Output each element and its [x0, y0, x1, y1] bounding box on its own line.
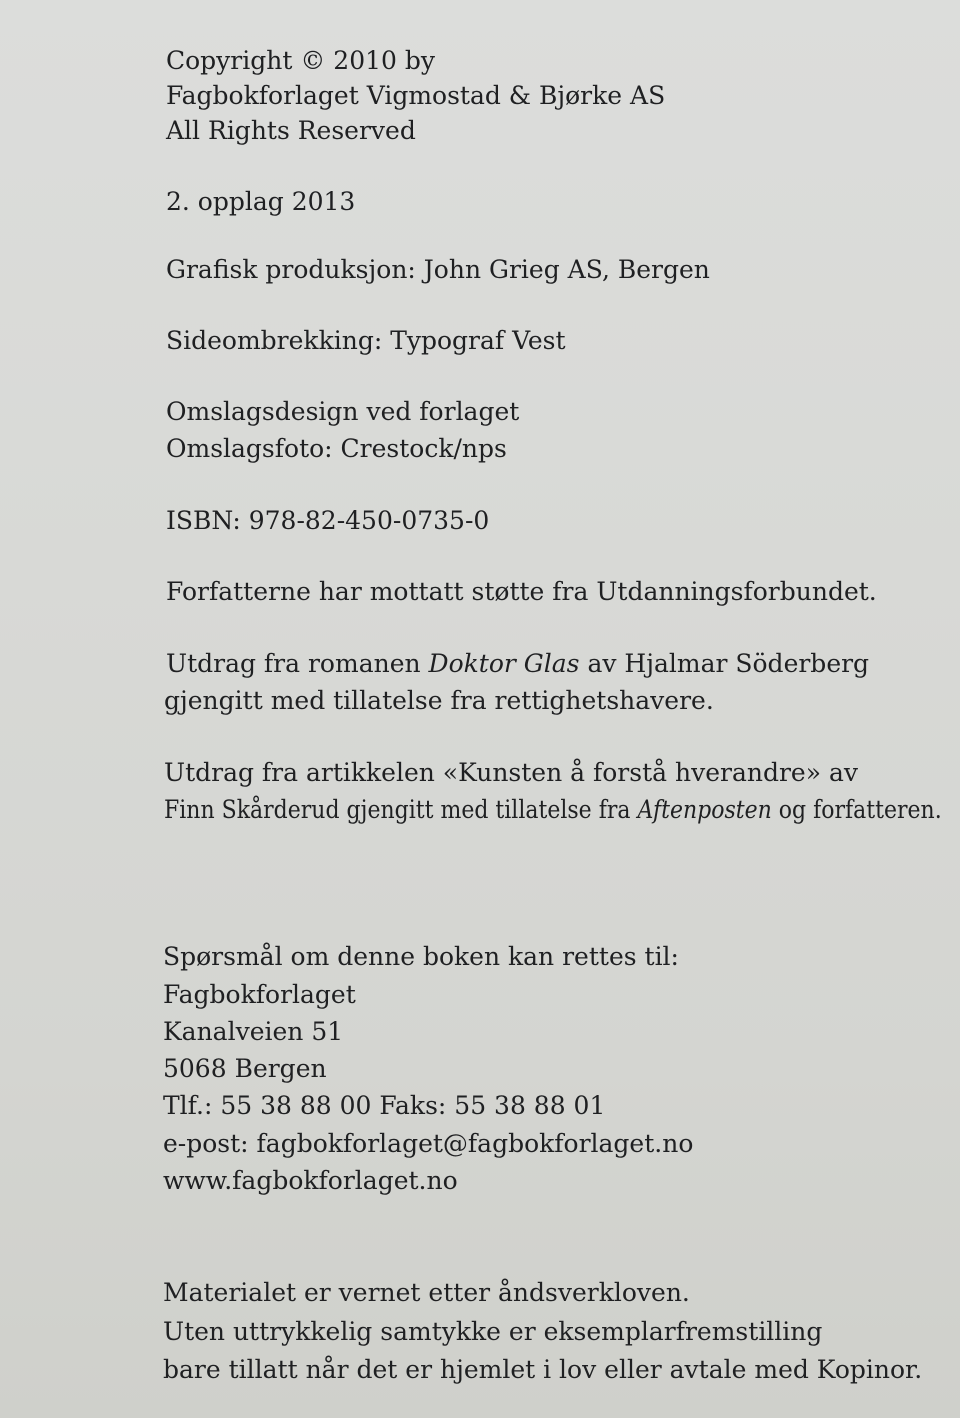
contact-city: 5068 Bergen — [163, 1054, 327, 1083]
excerpt-1-suffix: av Hjalmar Söderberg — [579, 649, 870, 678]
legal-line-1: Materialet er vernet etter åndsverkloven. — [163, 1278, 690, 1307]
excerpt-2-suffix: og forfatteren. — [771, 795, 942, 824]
contact-name: Fagbokforlaget — [163, 980, 356, 1009]
copyright-line-1: Copyright © 2010 by — [166, 46, 435, 75]
isbn-line: ISBN: 978-82-450-0735-0 — [166, 506, 490, 535]
cover-design-line: Omslagsdesign ved forlaget — [166, 397, 520, 426]
contact-street: Kanalveien 51 — [163, 1017, 344, 1046]
production-line: Grafisk produksjon: John Grieg AS, Bergen — [166, 255, 710, 284]
contact-intro: Spørsmål om denne boken kan rettes til: — [163, 942, 679, 971]
copyright-line-3: All Rights Reserved — [166, 116, 416, 145]
contact-phone: Tlf.: 55 38 88 00 Faks: 55 38 88 01 — [163, 1091, 606, 1120]
excerpt-1-title: Doktor Glas — [428, 649, 580, 678]
support-line: Forfatterne har mottatt støtte fra Utdanningsforbundet. — [166, 577, 877, 606]
excerpt-2-line-1: Utdrag fra artikkelen «Kunsten å forstå hverandre» av — [164, 758, 858, 787]
cover-photo-line: Omslagsfoto: Crestock/nps — [166, 434, 507, 463]
contact-email: e-post: fagbokforlaget@fagbokforlaget.no — [163, 1129, 694, 1158]
excerpt-2-title: Aftenposten — [637, 795, 772, 824]
legal-line-2: Uten uttrykkelig samtykke er eksemplarfremstilling — [163, 1317, 823, 1346]
excerpt-1-line-2: gjengitt med tillatelse fra rettighetshavere. — [164, 686, 714, 715]
contact-web: www.fagbokforlaget.no — [163, 1166, 458, 1195]
copyright-line-2: Fagbokforlaget Vigmostad & Bjørke AS — [166, 81, 666, 110]
excerpt-1-line-1 — [166, 649, 869, 679]
layout-line: Sideombrekking: Typograf Vest — [166, 326, 566, 355]
excerpt-2-prefix: Finn Skårderud gjengitt med tillatelse fra — [164, 795, 638, 824]
legal-line-3: bare tillatt når det er hjemlet i lov eller avtale med Kopinor. — [163, 1355, 923, 1384]
excerpt-1-prefix: Utdrag fra romanen — [166, 649, 429, 678]
edition-line: 2. opplag 2013 — [166, 187, 356, 216]
excerpt-2-line-2 — [164, 795, 942, 825]
